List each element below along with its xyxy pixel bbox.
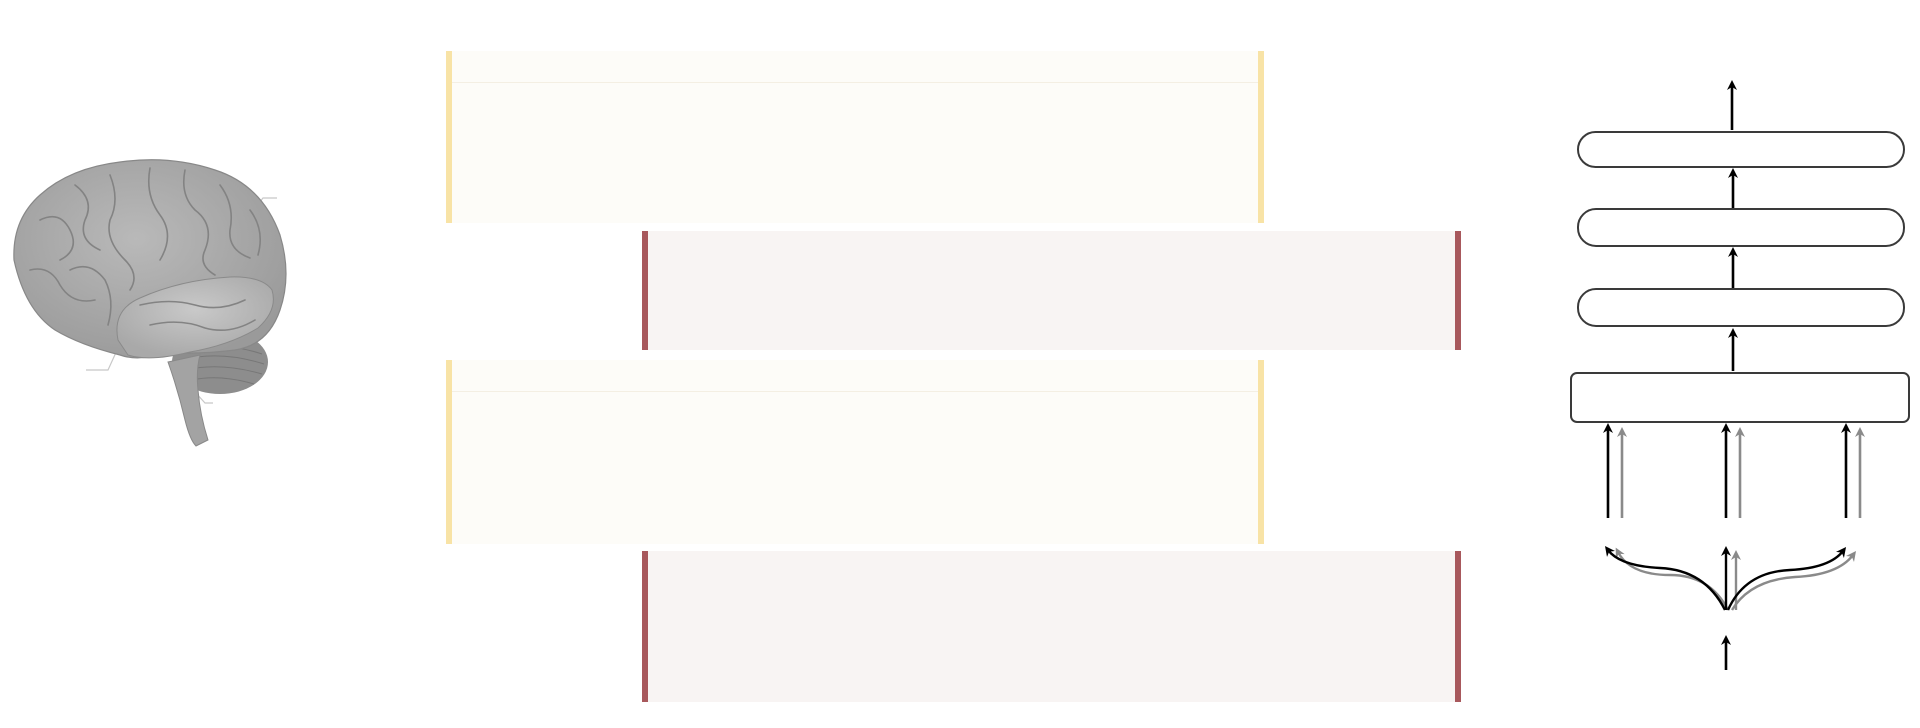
- input-branch-arrows: [1608, 550, 1853, 610]
- brain-illustration: [0, 140, 430, 530]
- section-title: [452, 360, 1258, 392]
- level-mid-frequency: [1577, 208, 1905, 247]
- nl-box-uniform-structure: [642, 231, 1461, 350]
- level-low-frequency: [1577, 131, 1905, 168]
- q-output-arrows: [1608, 428, 1622, 518]
- brain-description: [452, 83, 1258, 95]
- level-high-frequency: [1577, 288, 1905, 327]
- v-output-arrows: [1846, 428, 1860, 518]
- brain-description: [452, 392, 1258, 404]
- k-output-arrows: [1726, 428, 1740, 518]
- brain-box-multi-time-scale: [446, 360, 1264, 544]
- nl-box-multi-time-scale: [642, 551, 1461, 702]
- section-title: [452, 51, 1258, 83]
- brain-figure: [0, 140, 430, 530]
- brain-box-uniform-structure: [446, 51, 1264, 223]
- level-highest-frequency: [1570, 372, 1910, 423]
